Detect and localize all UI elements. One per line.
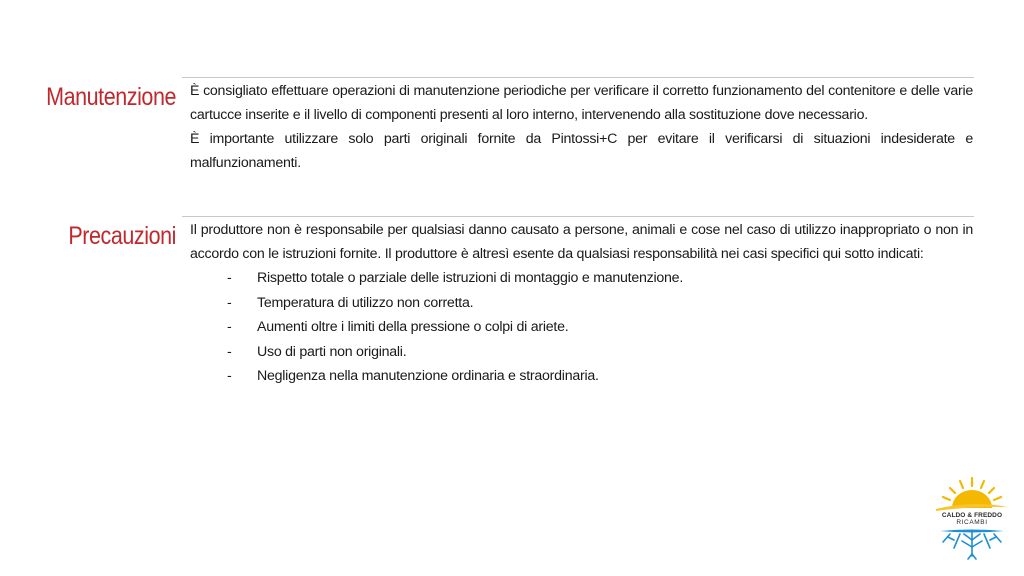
precauzioni-body (190, 218, 973, 389)
bullet-item (190, 315, 973, 340)
bullet-dash: - (227, 270, 232, 286)
bullet-text: Rispetto totale o parziale delle istruzioni di montaggio e manutenzione. (257, 270, 684, 286)
bullet-text: Temperatura di utilizzo non corretta. (257, 294, 474, 311)
bullet-dash: - (227, 368, 232, 384)
bullet-item (190, 266, 973, 291)
logo-brand-text: CALDO & FREDDO (941, 512, 1003, 519)
logo-sub-text: RICAMBI (956, 519, 988, 526)
rule-precauzioni (182, 216, 974, 217)
bullet-text: Negligenza nella manutenzione ordinaria e straordinaria. (257, 368, 599, 384)
bullet-dash: - (227, 319, 232, 335)
bullet-dash: - (227, 343, 232, 360)
bullet-text: Uso di parti non originali. (257, 343, 407, 360)
bullet-item (190, 291, 973, 316)
manutenzione-paragraph-1: È consigliato effettuare operazioni di manutenzione periodiche per verificare il corretto funzionamento del contenitore e delle varie cartucce inserite e il livello di componenti presenti al loro interno, intervenendo alla sostituzione dove necessario. (190, 83, 973, 123)
manutenzione-paragraph-2: È importante utilizzare solo parti originali fornite da Pintossi+C per evitare il verificarsi di situazioni indesiderate e malfunzionamenti. (190, 131, 973, 171)
rule-manutenzione (182, 77, 974, 78)
precauzioni-bullet-list (190, 266, 973, 389)
snowflake-icon (930, 528, 1014, 562)
bullet-item (190, 364, 973, 389)
bullet-item (190, 340, 973, 365)
heading-precauzioni: Precauzioni (68, 222, 176, 250)
precauzioni-paragraph: Il produttore non è responsabile per qualsiasi danno causato a persone, animali e cose nel caso di utilizzo inappropriato o non in accordo con le istruzioni fornite. Il produttore è altresì esente da qualsiasi responsabilità nei casi specifici qui sotto indicati: (190, 222, 973, 262)
bullet-text: Aumenti oltre i limiti della pressione o colpi di ariete. (257, 319, 569, 335)
bullet-dash: - (227, 294, 232, 311)
manutenzione-body (190, 79, 973, 175)
company-logo (930, 476, 1014, 560)
heading-manutenzione: Manutenzione (46, 83, 177, 111)
